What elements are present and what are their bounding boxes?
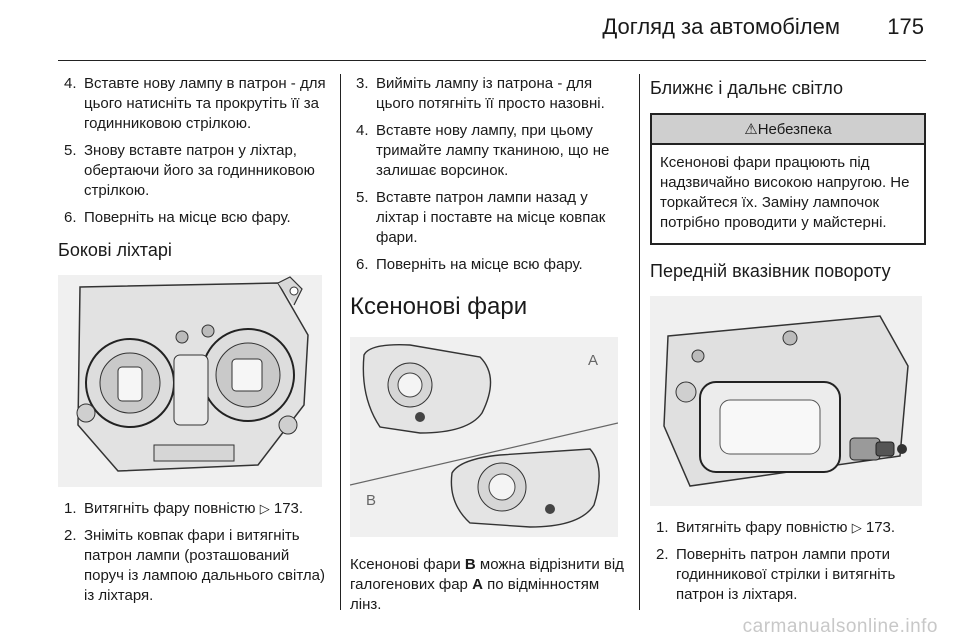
column-2	[350, 74, 628, 615]
step-list	[350, 74, 628, 275]
watermark: carmanualsonline.info	[742, 616, 938, 637]
figure-label-a: A	[588, 352, 599, 369]
page-reference-icon: ▷	[851, 520, 862, 535]
list-item: 3. Вийміть лампу із патрона - для цього потягніть її просто назовні.	[356, 75, 605, 112]
turn-signal-illustration	[650, 296, 922, 506]
figure-label-b: B	[366, 492, 377, 509]
list-item: 5. Вставте патрон лампи назад у ліхтар і поставте на місце ковпак фари.	[356, 189, 606, 246]
turn-signal-figure	[650, 296, 922, 506]
warning-header: ⚠Небезпека	[652, 115, 924, 145]
column-divider	[639, 74, 640, 610]
list-item: 6. Поверніть на місце всю фару.	[64, 209, 291, 226]
list-item: 2. Поверніть патрон лампи проти годинникової стрілки і витягніть патрон із ліхтаря.	[656, 546, 896, 603]
list-item: 1. Витягніть фару повністю ▷ 173.	[656, 519, 896, 536]
warning-text: Ксенонові фари працюють під надзвичайно високою напругою. Не торкайтеся їх. Заміну лампочок потрібно проводити у майстерні.	[660, 154, 910, 231]
page-header	[0, 0, 960, 60]
page-title: Догляд за автомобілем	[602, 14, 840, 39]
page-reference-link[interactable]: 173.	[865, 519, 896, 536]
page-number: 175	[887, 14, 924, 39]
column-divider	[340, 74, 341, 610]
list-item: 1. Витягніть фару повністю ▷ 173.	[64, 500, 304, 517]
warning-triangle-icon: ⚠	[744, 121, 758, 138]
list-item: 5. Знову вставте патрон у ліхтар, обертаючи його за годинниковою стрілкою.	[64, 142, 315, 199]
header-divider	[58, 60, 926, 61]
page-reference-link[interactable]: 173.	[273, 500, 304, 517]
step-list	[58, 499, 326, 606]
step-list	[650, 518, 926, 605]
list-item: 2. Зніміть ковпак фари і витягніть патрон лампи (розташований поруч із лампою дальнього світла) із ліхтаря.	[64, 527, 325, 604]
headlamp-rear-illustration	[58, 275, 322, 487]
section-heading-low-high-beam: Ближнє і дальнє світло	[650, 78, 843, 98]
xenon-comparison-figure	[350, 337, 618, 537]
section-heading-xenon: Ксенонові фари	[350, 293, 528, 320]
headlamp-comparison-illustration	[350, 337, 618, 537]
column-1	[58, 74, 326, 613]
section-heading-side-lights: Бокові ліхтарі	[58, 240, 172, 260]
warning-box	[650, 113, 926, 245]
side-light-figure	[58, 275, 322, 487]
step-list	[58, 74, 326, 228]
figure-caption: Ксенонові фари B можна відрізнити від галогенових фар A по відмінностям лінз.	[350, 556, 624, 613]
column-3	[650, 74, 926, 612]
list-item: 4. Вставте нову лампу, при цьому тримайте лампу тканиною, що не залишає ворсинок.	[356, 122, 610, 179]
list-item: 6. Поверніть на місце всю фару.	[356, 256, 583, 273]
section-heading-turn-signal: Передній вказівник повороту	[650, 261, 891, 281]
page-reference-icon: ▷	[259, 501, 270, 516]
list-item: 4. Вставте нову лампу в патрон - для цього натисніть та прокрутіть її за годинниковою стрілкою.	[64, 75, 326, 132]
